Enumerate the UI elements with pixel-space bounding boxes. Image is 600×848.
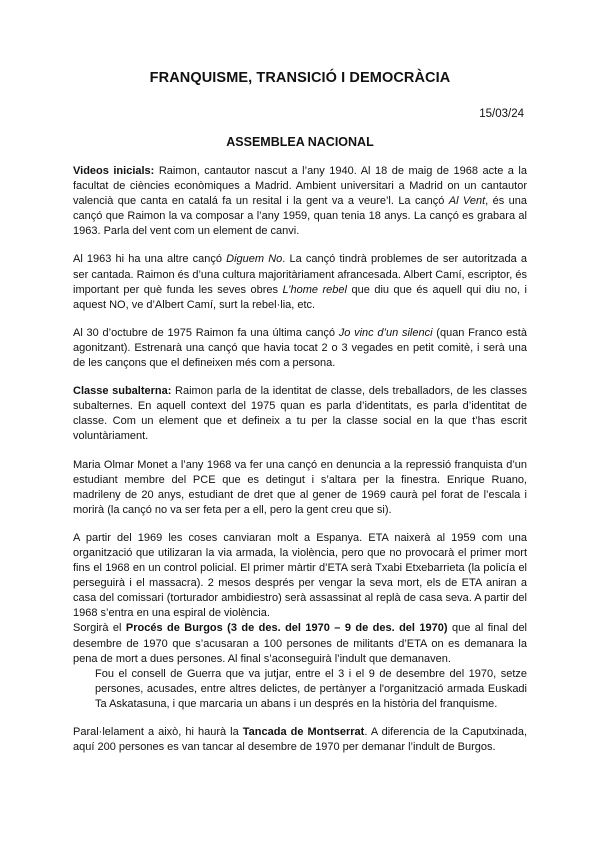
paragraph-text: Raimon parla de la identitat de classe, dels treballadors, de les classes subalternes. En aquell context del 1975 quan es parla d’identitats, es parla d’identitat de classe. Com un element que et defineix a tu per la classe social en la que t’has escrit voluntàriament. [73,385,527,443]
paragraph-jo-vinc [73,326,527,371]
song-title: Jo vinc d’un silenci [338,326,433,339]
paragraph-text: , és una cançó que Raimon la va composar a l’any 1959, quan tenia 18 anys. La cançó es grabara al 1963. Parla del vent com un element de canvi. [73,195,528,238]
document-title: FRANQUISME, TRANSICIÓ I DEMOCRÀCIA [149,70,451,86]
paragraph-text: que diu que és aquell qui diu no, i aquest NO, ve d’Albert Camí, surt la rebel·lia, etc. [73,283,527,311]
paragraph-classe-subalterna [73,384,527,444]
paragraph-eta [73,531,527,622]
document-body [73,164,527,768]
paragraph-text: Al 30 d’octubre de 1975 Raimon fa una última cançó [73,326,339,339]
paragraph-diguem-no [73,252,527,312]
paragraph-text: Maria Olmar Monet a l’any 1968 va fer una cançó en denuncia a la repressió franquista d’un estudiant membre del PCE que es detingut i s’altara per la finestra. Enrique Ruano, madrileny de 20 anys, estudiant de dret que al gener de 1969 caurà pel forat de l’escala i morirà (la cançó no va ser feta per a ell, pero la gent creu que si). [73,458,527,516]
paragraph-label: Classe subalterna: [73,385,172,398]
paragraph-text: que al final del desembre de 1970 que s’acusaran a 100 persones de militants d’ETA on es demanara la pena de mort a dues persones. Al final s’aconseguirà l’indult que demanaven. [73,622,528,665]
song-title: Al Vent [448,195,486,208]
song-title: Diguem No [226,253,283,266]
paragraph-text: Fou el consell de Guerra que va jutjar, entre el 3 i el 9 de desembre del 1970, setze persones, acusades, entre altres delictes, de pertànyer a l'organització armada Euskadi Ta Askatasuna, i que marcaria un abans i un després en la història del franquisme. [95,667,527,710]
paragraph-text: Al 1963 hi ha una altre cançó [73,253,227,266]
paragraph-text: (quan Franco està agonitzant). Estrenarà una cançó que havia tocat 2 o 3 vegades en petit comitè, i serà una de les cançons que el defineixen més com a persona. [73,326,527,370]
paragraph-text: . A diferencia de la Caputxinada, aquí 200 persones es van tancar al desembre de 1970 per demanar l’indult de Burgos. [73,726,528,754]
paragraph-tancada-montserrat [73,725,527,755]
paragraph-proces-burgos [73,621,527,666]
paragraph-maria-olmar [73,458,527,518]
paragraph-consell-guerra [95,667,527,712]
paragraph-text: . La cançó tindrà problemes de ser autoritzada a ser cantada. Raimon és d’una cultura majoritàriament afrancesada. Albert Camí, escriptor, és important per què funda les seves obres [73,253,527,296]
paragraph-text: Raimon, cantautor nascut a l’any 1940. Al 18 de maig de 1968 acte a la facultat de ciències econòmiques a Madrid. Ambient universitari a Madrid on un cantautor valencià que canta en catalá fa un resital i la gent va a veure’l. La cançó [73,165,527,208]
paragraph-text: Sorgirà el [73,622,126,635]
book-title: L’home rebel [282,283,347,296]
document-date: 15/03/24 [479,108,524,120]
tancada-highlight: Tancada de Montserrat [242,726,365,738]
paragraph-label: Videos inicials: [73,165,155,177]
section-subtitle: ASSEMBLEA NACIONAL [226,135,374,149]
paragraph-videos-inicials [73,164,527,239]
paragraph-text: Paral·lelament a això, hi haurà la [73,726,243,738]
proces-burgos-highlight: Procés de Burgos (3 de des. del 1970 – 9 de des. del 1970) [125,622,448,635]
paragraph-text: A partir del 1969 les coses canviaran molt a Espanya. ETA naixerà al 1959 com una organització que utilizaran la via armada, la violència, pero que no provocarà el primer mort fins el 1968 en un control policial. El primer màrtir d’ETA serà Txabi Etxebarrieta (la policía el perseguirà i el massacra). 2 mesos després per vengar la seva mort, els de ETA aniran a casa del comissari (torturador ambidiestro) serà assassinat al replà de casa seva. A partir del 1968 s’entra en una espiral de violència. [73,531,527,620]
